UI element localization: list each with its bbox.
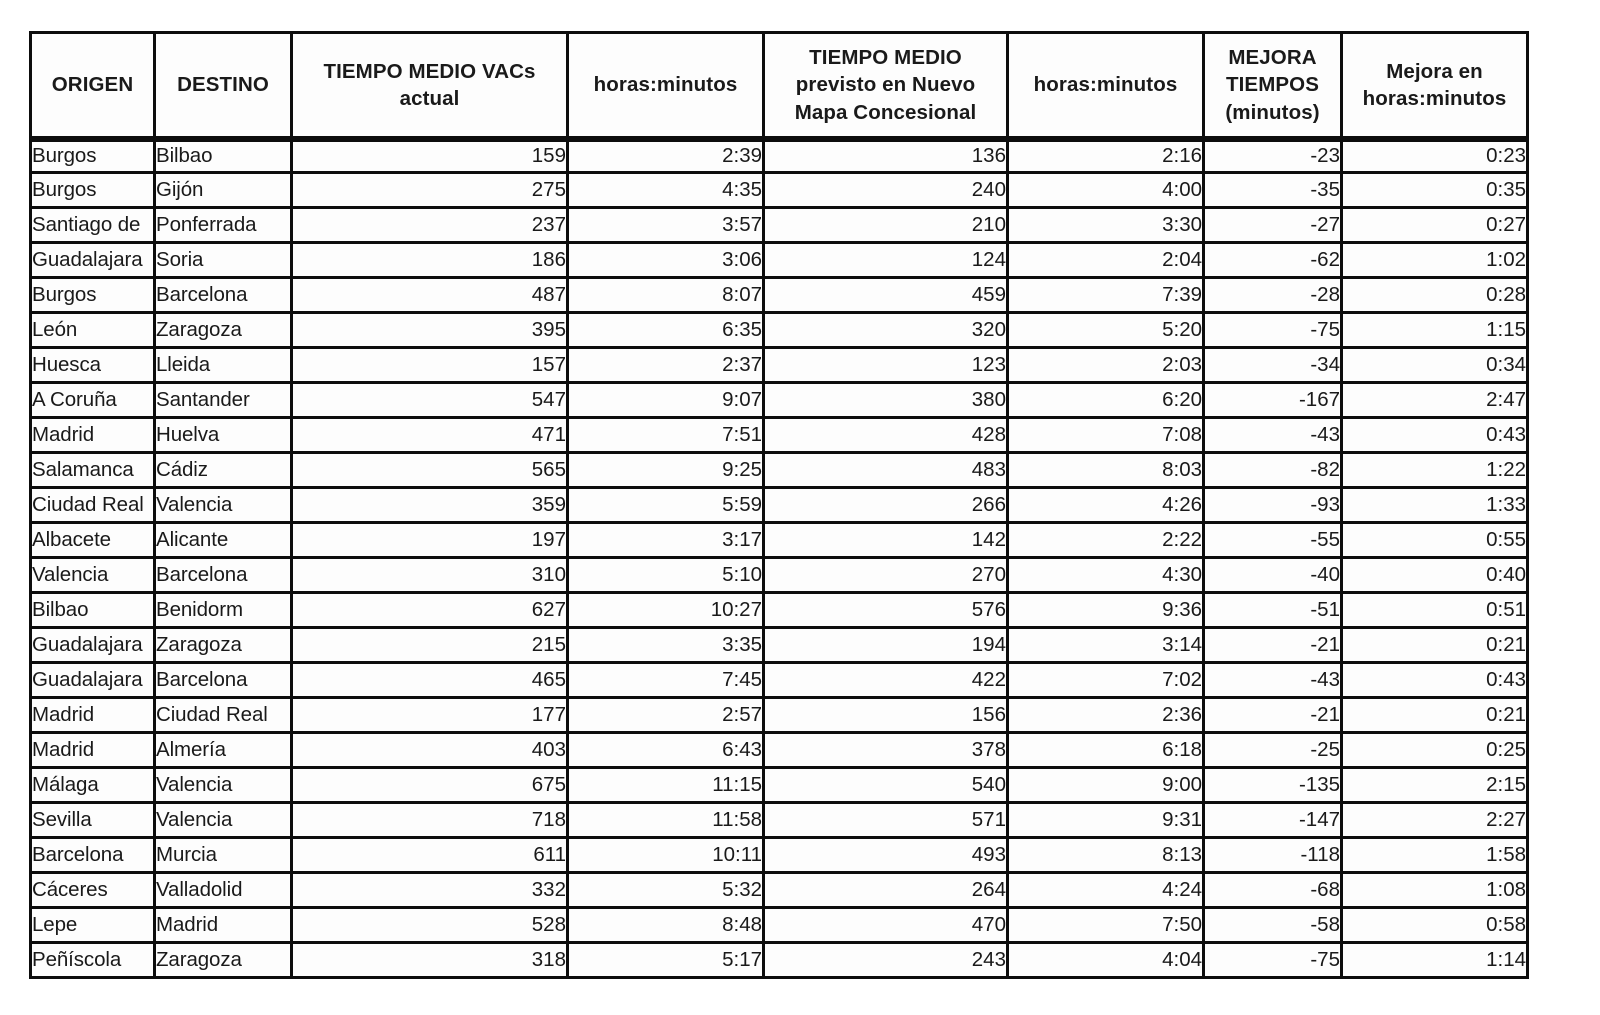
cell-origen: Burgos xyxy=(29,279,156,314)
cell-hm2: 4:26 xyxy=(1009,489,1205,524)
cell-mejorahm: 0:21 xyxy=(1343,629,1529,664)
cell-hm2: 4:30 xyxy=(1009,559,1205,594)
cell-destino: Valladolid xyxy=(156,874,293,909)
cell-destino: Ponferrada xyxy=(156,209,293,244)
table-row xyxy=(29,209,1529,244)
cell-origen: Sevilla xyxy=(29,804,156,839)
cell-nuevo: 493 xyxy=(765,839,1009,874)
cell-nuevo: 156 xyxy=(765,699,1009,734)
cell-destino: Valencia xyxy=(156,804,293,839)
cell-vac: 215 xyxy=(293,629,569,664)
cell-mejora: -93 xyxy=(1205,489,1343,524)
cell-vac: 186 xyxy=(293,244,569,279)
cell-hm2: 7:08 xyxy=(1009,419,1205,454)
table-row xyxy=(29,454,1529,489)
cell-nuevo: 576 xyxy=(765,594,1009,629)
cell-destino: Valencia xyxy=(156,489,293,524)
cell-origen: Santiago de xyxy=(29,209,156,244)
column-header-line: ORIGEN xyxy=(51,73,134,97)
cell-destino: Alicante xyxy=(156,524,293,559)
cell-origen: Lepe xyxy=(29,909,156,944)
cell-destino: Cádiz xyxy=(156,454,293,489)
cell-destino: Murcia xyxy=(156,839,293,874)
cell-hm2: 2:16 xyxy=(1009,139,1205,174)
cell-mejora: -21 xyxy=(1205,629,1343,664)
table-row xyxy=(29,314,1529,349)
column-header-mejorahm xyxy=(1343,31,1529,139)
cell-vac: 157 xyxy=(293,349,569,384)
cell-mejorahm: 2:15 xyxy=(1343,769,1529,804)
cell-mejora: -167 xyxy=(1205,384,1343,419)
cell-destino: Almería xyxy=(156,734,293,769)
column-header-line: DESTINO xyxy=(177,73,269,97)
cell-hm2: 3:30 xyxy=(1009,209,1205,244)
cell-mejorahm: 0:55 xyxy=(1343,524,1529,559)
table-row xyxy=(29,804,1529,839)
cell-hm1: 7:45 xyxy=(569,664,765,699)
cell-mejora: -75 xyxy=(1205,944,1343,979)
cell-hm2: 9:00 xyxy=(1009,769,1205,804)
cell-nuevo: 266 xyxy=(765,489,1009,524)
cell-mejorahm: 0:21 xyxy=(1343,699,1529,734)
cell-origen: Valencia xyxy=(29,559,156,594)
cell-vac: 675 xyxy=(293,769,569,804)
cell-vac: 465 xyxy=(293,664,569,699)
cell-origen: Guadalajara xyxy=(29,244,156,279)
cell-mejorahm: 0:58 xyxy=(1343,909,1529,944)
cell-vac: 565 xyxy=(293,454,569,489)
cell-vac: 528 xyxy=(293,909,569,944)
cell-mejorahm: 1:14 xyxy=(1343,944,1529,979)
cell-mejora: -82 xyxy=(1205,454,1343,489)
column-header-line: TIEMPOS xyxy=(1226,73,1319,97)
cell-destino: Madrid xyxy=(156,909,293,944)
cell-nuevo: 243 xyxy=(765,944,1009,979)
cell-hm1: 5:59 xyxy=(569,489,765,524)
table-header xyxy=(29,31,1529,139)
table-row xyxy=(29,839,1529,874)
cell-vac: 403 xyxy=(293,734,569,769)
cell-mejorahm: 0:23 xyxy=(1343,139,1529,174)
cell-mejora: -27 xyxy=(1205,209,1343,244)
cell-hm2: 4:24 xyxy=(1009,874,1205,909)
cell-nuevo: 123 xyxy=(765,349,1009,384)
cell-hm2: 7:02 xyxy=(1009,664,1205,699)
cell-mejora: -135 xyxy=(1205,769,1343,804)
cell-mejorahm: 0:28 xyxy=(1343,279,1529,314)
cell-hm2: 6:18 xyxy=(1009,734,1205,769)
column-header-line: MEJORA xyxy=(1228,46,1317,70)
cell-vac: 159 xyxy=(293,139,569,174)
column-header-line: horas:minutos xyxy=(593,73,738,97)
cell-mejorahm: 0:51 xyxy=(1343,594,1529,629)
table-row xyxy=(29,734,1529,769)
cell-vac: 275 xyxy=(293,174,569,209)
cell-vac: 318 xyxy=(293,944,569,979)
cell-hm2: 9:36 xyxy=(1009,594,1205,629)
cell-hm1: 3:35 xyxy=(569,629,765,664)
cell-mejorahm: 1:15 xyxy=(1343,314,1529,349)
cell-mejora: -21 xyxy=(1205,699,1343,734)
table-row xyxy=(29,244,1529,279)
cell-destino: Lleida xyxy=(156,349,293,384)
cell-mejora: -68 xyxy=(1205,874,1343,909)
cell-origen: León xyxy=(29,314,156,349)
cell-mejorahm: 1:33 xyxy=(1343,489,1529,524)
cell-origen: Cáceres xyxy=(29,874,156,909)
cell-hm2: 8:13 xyxy=(1009,839,1205,874)
column-header-hm1 xyxy=(569,31,765,139)
table-row xyxy=(29,559,1529,594)
cell-hm1: 3:06 xyxy=(569,244,765,279)
cell-nuevo: 270 xyxy=(765,559,1009,594)
cell-nuevo: 380 xyxy=(765,384,1009,419)
cell-nuevo: 320 xyxy=(765,314,1009,349)
cell-destino: Santander xyxy=(156,384,293,419)
table-row xyxy=(29,944,1529,979)
table-row xyxy=(29,699,1529,734)
table-row xyxy=(29,594,1529,629)
cell-destino: Zaragoza xyxy=(156,944,293,979)
cell-hm1: 9:25 xyxy=(569,454,765,489)
cell-hm2: 6:20 xyxy=(1009,384,1205,419)
cell-mejorahm: 2:27 xyxy=(1343,804,1529,839)
column-header-vac xyxy=(293,31,569,139)
cell-hm1: 8:48 xyxy=(569,909,765,944)
cell-mejora: -43 xyxy=(1205,419,1343,454)
cell-nuevo: 483 xyxy=(765,454,1009,489)
cell-mejorahm: 2:47 xyxy=(1343,384,1529,419)
cell-origen: Guadalajara xyxy=(29,664,156,699)
cell-mejora: -75 xyxy=(1205,314,1343,349)
cell-mejorahm: 1:22 xyxy=(1343,454,1529,489)
cell-destino: Barcelona xyxy=(156,559,293,594)
cell-vac: 627 xyxy=(293,594,569,629)
cell-nuevo: 422 xyxy=(765,664,1009,699)
travel-times-table-container xyxy=(29,31,1529,979)
cell-destino: Gijón xyxy=(156,174,293,209)
cell-mejora: -28 xyxy=(1205,279,1343,314)
table-row xyxy=(29,874,1529,909)
table-row xyxy=(29,384,1529,419)
column-header-line: horas:minutos xyxy=(1033,73,1178,97)
cell-vac: 611 xyxy=(293,839,569,874)
cell-mejorahm: 1:02 xyxy=(1343,244,1529,279)
cell-hm1: 11:15 xyxy=(569,769,765,804)
cell-destino: Bilbao xyxy=(156,139,293,174)
cell-vac: 177 xyxy=(293,699,569,734)
column-header-line: Mejora en xyxy=(1386,59,1483,83)
cell-origen: A Coruña xyxy=(29,384,156,419)
cell-destino: Zaragoza xyxy=(156,629,293,664)
table-row xyxy=(29,419,1529,454)
cell-origen: Bilbao xyxy=(29,594,156,629)
column-header-mejora xyxy=(1205,31,1343,139)
cell-hm1: 5:10 xyxy=(569,559,765,594)
table-row xyxy=(29,174,1529,209)
cell-hm1: 5:17 xyxy=(569,944,765,979)
cell-hm2: 8:03 xyxy=(1009,454,1205,489)
cell-hm1: 10:27 xyxy=(569,594,765,629)
cell-vac: 487 xyxy=(293,279,569,314)
cell-destino: Soria xyxy=(156,244,293,279)
cell-nuevo: 428 xyxy=(765,419,1009,454)
cell-mejorahm: 0:40 xyxy=(1343,559,1529,594)
cell-hm2: 5:20 xyxy=(1009,314,1205,349)
cell-destino: Barcelona xyxy=(156,279,293,314)
cell-nuevo: 459 xyxy=(765,279,1009,314)
cell-origen: Barcelona xyxy=(29,839,156,874)
cell-hm1: 2:39 xyxy=(569,139,765,174)
cell-vac: 332 xyxy=(293,874,569,909)
table-row xyxy=(29,349,1529,384)
cell-mejora: -25 xyxy=(1205,734,1343,769)
cell-hm2: 4:04 xyxy=(1009,944,1205,979)
cell-vac: 395 xyxy=(293,314,569,349)
cell-mejora: -62 xyxy=(1205,244,1343,279)
cell-hm1: 3:17 xyxy=(569,524,765,559)
cell-destino: Barcelona xyxy=(156,664,293,699)
cell-nuevo: 264 xyxy=(765,874,1009,909)
cell-mejorahm: 0:35 xyxy=(1343,174,1529,209)
cell-destino: Ciudad Real xyxy=(156,699,293,734)
table-row xyxy=(29,524,1529,559)
cell-vac: 197 xyxy=(293,524,569,559)
cell-nuevo: 378 xyxy=(765,734,1009,769)
cell-nuevo: 470 xyxy=(765,909,1009,944)
cell-nuevo: 240 xyxy=(765,174,1009,209)
cell-hm2: 3:14 xyxy=(1009,629,1205,664)
cell-destino: Valencia xyxy=(156,769,293,804)
table-body xyxy=(29,139,1529,979)
cell-hm2: 7:50 xyxy=(1009,909,1205,944)
cell-nuevo: 124 xyxy=(765,244,1009,279)
cell-hm1: 7:51 xyxy=(569,419,765,454)
cell-mejora: -55 xyxy=(1205,524,1343,559)
cell-vac: 471 xyxy=(293,419,569,454)
cell-destino: Zaragoza xyxy=(156,314,293,349)
cell-origen: Guadalajara xyxy=(29,629,156,664)
cell-origen: Burgos xyxy=(29,139,156,174)
cell-mejora: -118 xyxy=(1205,839,1343,874)
cell-hm1: 10:11 xyxy=(569,839,765,874)
column-header-line: Mapa Concesional xyxy=(794,100,977,124)
cell-hm2: 2:22 xyxy=(1009,524,1205,559)
travel-times-table xyxy=(29,31,1529,979)
cell-mejora: -34 xyxy=(1205,349,1343,384)
cell-origen: Burgos xyxy=(29,174,156,209)
cell-mejorahm: 0:25 xyxy=(1343,734,1529,769)
cell-origen: Madrid xyxy=(29,699,156,734)
cell-hm1: 2:57 xyxy=(569,699,765,734)
cell-mejora: -147 xyxy=(1205,804,1343,839)
cell-destino: Huelva xyxy=(156,419,293,454)
cell-origen: Salamanca xyxy=(29,454,156,489)
column-header-nuevo xyxy=(765,31,1009,139)
cell-mejora: -51 xyxy=(1205,594,1343,629)
cell-hm1: 3:57 xyxy=(569,209,765,244)
cell-hm1: 2:37 xyxy=(569,349,765,384)
table-row xyxy=(29,279,1529,314)
column-header-hm2 xyxy=(1009,31,1205,139)
cell-nuevo: 136 xyxy=(765,139,1009,174)
cell-mejorahm: 1:08 xyxy=(1343,874,1529,909)
column-header-line: TIEMPO MEDIO VACs xyxy=(323,59,536,83)
cell-mejora: -58 xyxy=(1205,909,1343,944)
cell-mejora: -40 xyxy=(1205,559,1343,594)
cell-vac: 359 xyxy=(293,489,569,524)
header-row xyxy=(29,31,1529,139)
cell-hm1: 8:07 xyxy=(569,279,765,314)
cell-hm1: 4:35 xyxy=(569,174,765,209)
column-header-line: actual xyxy=(399,87,460,110)
column-header-line: (minutos) xyxy=(1225,100,1320,124)
cell-origen: Huesca xyxy=(29,349,156,384)
table-row xyxy=(29,769,1529,804)
cell-mejorahm: 0:34 xyxy=(1343,349,1529,384)
cell-nuevo: 142 xyxy=(765,524,1009,559)
cell-hm2: 2:03 xyxy=(1009,349,1205,384)
cell-hm1: 6:35 xyxy=(569,314,765,349)
column-header-origen xyxy=(29,31,156,139)
cell-nuevo: 194 xyxy=(765,629,1009,664)
cell-nuevo: 571 xyxy=(765,804,1009,839)
table-row xyxy=(29,909,1529,944)
cell-hm2: 7:39 xyxy=(1009,279,1205,314)
cell-hm1: 5:32 xyxy=(569,874,765,909)
cell-nuevo: 540 xyxy=(765,769,1009,804)
cell-vac: 547 xyxy=(293,384,569,419)
cell-mejorahm: 1:58 xyxy=(1343,839,1529,874)
cell-hm2: 4:00 xyxy=(1009,174,1205,209)
table-row xyxy=(29,629,1529,664)
cell-origen: Madrid xyxy=(29,419,156,454)
cell-mejorahm: 0:43 xyxy=(1343,419,1529,454)
cell-hm1: 9:07 xyxy=(569,384,765,419)
cell-hm1: 6:43 xyxy=(569,734,765,769)
cell-origen: Málaga xyxy=(29,769,156,804)
column-header-line: TIEMPO MEDIO xyxy=(809,46,962,70)
cell-hm2: 2:36 xyxy=(1009,699,1205,734)
cell-mejora: -43 xyxy=(1205,664,1343,699)
table-row xyxy=(29,139,1529,174)
column-header-destino xyxy=(156,31,293,139)
cell-hm1: 11:58 xyxy=(569,804,765,839)
cell-vac: 718 xyxy=(293,804,569,839)
cell-origen: Albacete xyxy=(29,524,156,559)
cell-hm2: 2:04 xyxy=(1009,244,1205,279)
cell-hm2: 9:31 xyxy=(1009,804,1205,839)
cell-vac: 237 xyxy=(293,209,569,244)
table-row xyxy=(29,489,1529,524)
cell-mejorahm: 0:43 xyxy=(1343,664,1529,699)
cell-origen: Ciudad Real xyxy=(29,489,156,524)
cell-mejora: -35 xyxy=(1205,174,1343,209)
cell-origen: Peñíscola xyxy=(29,944,156,979)
cell-vac: 310 xyxy=(293,559,569,594)
cell-origen: Madrid xyxy=(29,734,156,769)
column-header-line: horas:minutos xyxy=(1362,87,1507,110)
cell-nuevo: 210 xyxy=(765,209,1009,244)
cell-mejora: -23 xyxy=(1205,139,1343,174)
table-row xyxy=(29,664,1529,699)
cell-mejorahm: 0:27 xyxy=(1343,209,1529,244)
cell-destino: Benidorm xyxy=(156,594,293,629)
column-header-line: previsto en Nuevo xyxy=(795,73,976,97)
